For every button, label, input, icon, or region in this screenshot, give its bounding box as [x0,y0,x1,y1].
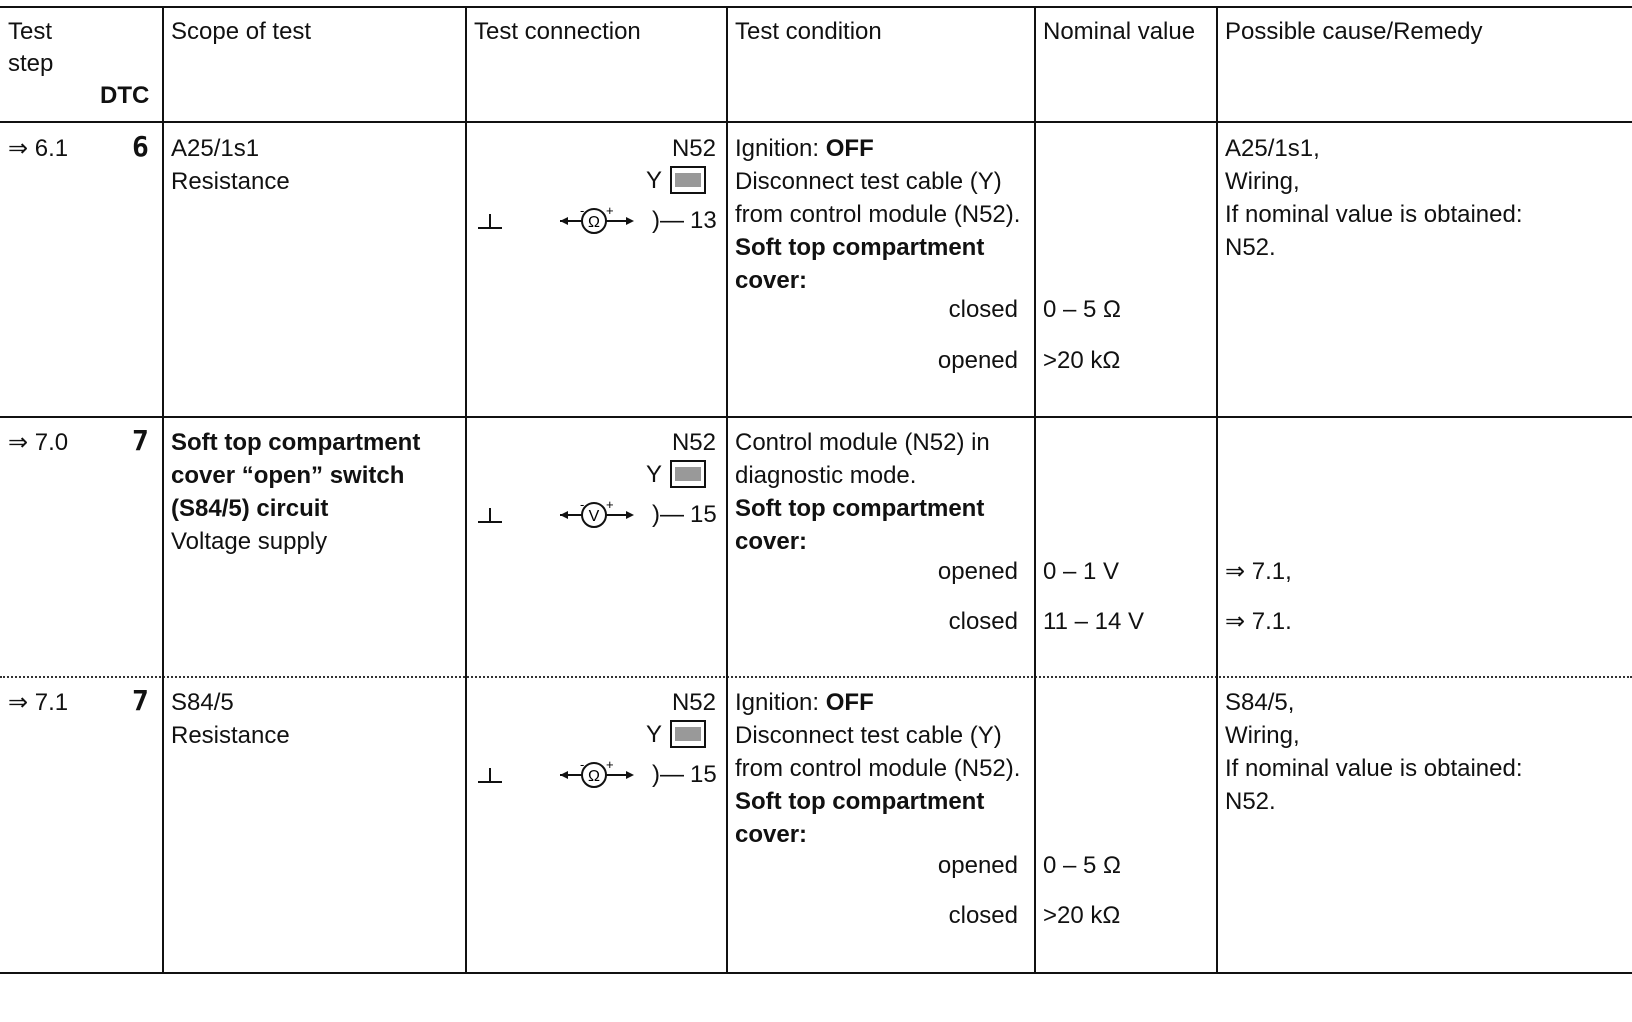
meter-symbol: Ω [588,214,600,231]
table-bottom-border [0,972,1632,974]
test-connection-diagram [466,418,724,538]
column-divider [726,6,728,974]
test-step-number: ⇒ 6.1 [8,135,69,162]
test-cable-connector-icon [670,460,706,488]
ground-symbol-icon [476,212,504,232]
connection-cable-label: Y [646,461,663,488]
condition-state: opened [937,347,1018,374]
scope-text [171,426,420,558]
column-divider [162,6,164,974]
test-condition [735,686,1020,851]
condition-line: Disconnect test cable (Y) [735,722,1002,749]
header-bottom-border [0,121,1632,123]
column-divider [1216,6,1218,974]
test-condition [735,426,990,558]
test-cable-connector-icon [670,166,706,194]
header-dtc: DTC [100,82,150,109]
remedy-line: If nominal value is obtained: [1225,755,1523,782]
condition-line: diagnostic mode. [735,462,917,489]
nominal-value: 0 – 1 V [1043,558,1120,585]
row-separator [0,416,1632,418]
condition-state: closed [948,608,1018,635]
scope-line: cover “open” switch [171,462,405,489]
header-remedy: Possible cause/Remedy [1225,18,1483,45]
dtc-code: 7 [132,684,149,717]
connection-module-label: N52 [671,429,716,456]
header-test-step [8,16,53,80]
remedy-line: ⇒ 7.1, [1225,558,1292,585]
dtc-code: 7 [132,424,149,457]
remedy-line: ⇒ 7.1. [1225,608,1292,635]
header-connection: Test connection [474,18,641,45]
meter-symbol: Ω [588,768,600,785]
scope-line: A25/1s1 [171,135,260,162]
dtc-code: 6 [132,130,149,163]
condition-state: closed [948,902,1018,929]
connection-cable-label: Y [646,167,663,194]
remedy-text [1225,132,1523,264]
condition-line: from control module (N52). [735,755,1021,782]
svg-text:-: - [580,203,585,218]
scope-line: Voltage supply [171,528,328,555]
test-cable-connector-icon [670,720,706,748]
condition-state: opened [937,558,1018,585]
scope-line: S84/5 [171,689,234,716]
svg-text:+: + [606,497,614,512]
test-step-number: ⇒ 7.1 [8,689,69,716]
condition-line: Ignition: OFF [735,689,874,716]
condition-line: cover: [735,528,808,555]
remedy-text [1225,686,1523,818]
nominal-value: >20 kΩ [1043,347,1121,374]
connection-module-label: N52 [671,135,716,162]
test-connection-diagram [466,124,724,244]
svg-text:+: + [606,757,614,772]
svg-text:-: - [580,757,585,772]
condition-line: cover: [735,821,808,848]
scope-line: Soft top compartment [171,429,421,456]
header-step-label: step [8,50,54,77]
condition-line: from control module (N52). [735,201,1021,228]
connection-pin-number: 15 [690,501,717,528]
test-step-number: ⇒ 7.0 [8,429,69,456]
multimeter-icon [558,498,638,532]
row-separator-dotted [0,676,1632,678]
header-test-label: Test [8,18,53,45]
svg-text:+: + [606,203,614,218]
remedy-line: S84/5, [1225,689,1295,716]
condition-state: opened [937,852,1018,879]
remedy-line: Wiring, [1225,168,1300,195]
table-top-border [0,6,1632,8]
nominal-value: 0 – 5 Ω [1043,852,1121,879]
condition-state: closed [948,296,1018,323]
connection-pin-number: 13 [690,207,717,234]
scope-line: (S84/5) circuit [171,495,329,522]
condition-line: Soft top compartment [735,234,985,261]
nominal-value: 0 – 5 Ω [1043,296,1121,323]
nominal-value: 11 – 14 V [1043,608,1144,635]
connection-pin-prefix: )— [652,761,684,788]
remedy-line: N52. [1225,234,1276,261]
header-condition: Test condition [735,18,882,45]
connection-pin-prefix: )— [652,207,684,234]
column-divider [1034,6,1036,974]
multimeter-icon [558,204,638,238]
condition-line: Ignition: OFF [735,135,874,162]
scope-line: Resistance [171,722,290,749]
connection-pin-prefix: )— [652,501,684,528]
header-scope: Scope of test [171,18,312,45]
remedy-line: N52. [1225,788,1276,815]
nominal-value: >20 kΩ [1043,902,1121,929]
scope-line: Resistance [171,168,290,195]
connection-cable-label: Y [646,721,663,748]
scope-text [171,686,290,752]
condition-line: cover: [735,267,808,294]
condition-line: Soft top compartment [735,495,985,522]
condition-line: Disconnect test cable (Y) [735,168,1002,195]
svg-text:-: - [580,497,585,512]
ground-symbol-icon [476,506,504,526]
remedy-line: Wiring, [1225,722,1300,749]
connection-module-label: N52 [671,689,716,716]
condition-line: Soft top compartment [735,788,985,815]
remedy-line: A25/1s1, [1225,135,1320,162]
meter-symbol: V [588,508,600,525]
condition-line: Control module (N52) in [735,429,990,456]
test-condition [735,132,1020,297]
connection-pin-number: 15 [690,761,717,788]
ground-symbol-icon [476,766,504,786]
test-connection-diagram [466,678,724,798]
header-nominal: Nominal value [1043,18,1196,45]
scope-text [171,132,290,198]
remedy-line: If nominal value is obtained: [1225,201,1523,228]
multimeter-icon [558,758,638,792]
